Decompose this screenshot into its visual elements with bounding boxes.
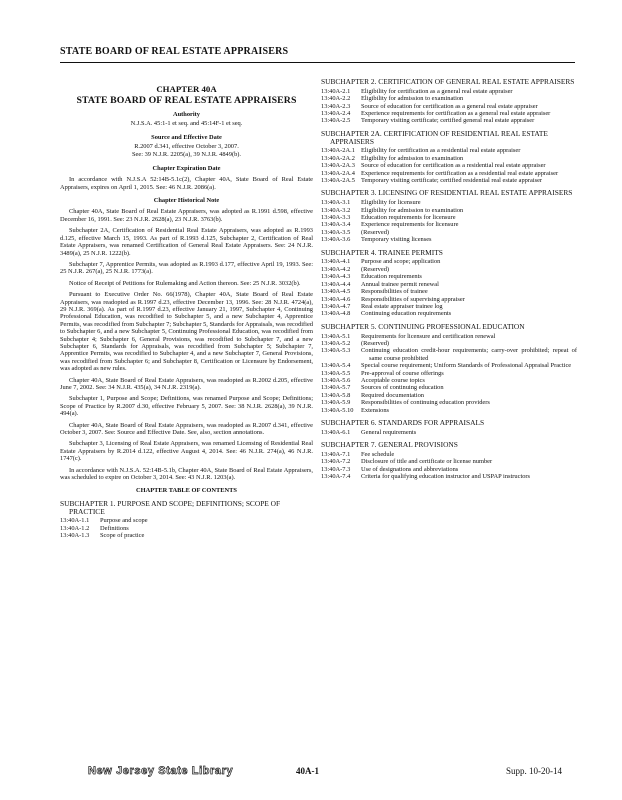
toc-section-row bbox=[321, 214, 577, 221]
chapter-title: STATE BOARD OF REAL ESTATE APPRAISERS bbox=[76, 95, 297, 107]
section-number: 13:40A-2.1 bbox=[321, 87, 351, 95]
section-title: Fee schedule bbox=[361, 451, 395, 458]
toc-section-row bbox=[60, 517, 313, 524]
section-list bbox=[321, 451, 577, 481]
section-number: 13:40A-2.5 bbox=[321, 117, 351, 125]
section-title: Criteria for qualifying education instructor and USPAP instructors bbox=[361, 473, 531, 481]
history-paragraph: Subchapter 2A, Certification of Residential Real Estate Appraisers, was adopted as R.1993 d.125, effective March 15, 1993. As part of R.1993 d.125, Subchapter 2, Certification of Real Estate Appraisers, was renamed Certification of General Real Estate Appraisers. See: 24 N.J.R. 3489(a), 25 N.J.R. 1222(b). bbox=[60, 227, 313, 257]
section-title: Continuing education credit-hour requirements; carry-over prohibited; repeat of same course prohibited bbox=[361, 347, 577, 362]
section-number: 13:40A-2.2 bbox=[321, 95, 351, 103]
section-number: 13:40A-5.3 bbox=[321, 347, 351, 355]
subchapter-heading: SUBCHAPTER 1. PURPOSE AND SCOPE; DEFINITIONS; SCOPE OF PRACTICE bbox=[60, 498, 281, 516]
toc-section-row bbox=[321, 399, 577, 406]
section-list bbox=[321, 258, 577, 317]
section-title: Acceptable course topics bbox=[361, 376, 425, 384]
toc-section-row bbox=[321, 117, 577, 124]
toc-section-row bbox=[321, 288, 577, 295]
chapter-number: CHAPTER 40A bbox=[156, 84, 217, 94]
expiration-heading: Chapter Expiration Date bbox=[152, 164, 221, 172]
section-number: 13:40A-5.6 bbox=[321, 376, 351, 384]
section-number: 13:40A-7.2 bbox=[321, 458, 351, 466]
toc-heading: CHAPTER TABLE OF CONTENTS bbox=[136, 487, 237, 495]
section-title: Real estate appraiser trainee log bbox=[361, 302, 443, 310]
section-number: 13:40A-7.3 bbox=[321, 465, 351, 473]
toc-section-row bbox=[321, 103, 577, 110]
section-title: Disclosure of title and certificate or license number bbox=[361, 458, 493, 466]
history-notes bbox=[60, 208, 313, 481]
toc-section-row bbox=[321, 429, 577, 436]
section-title: Pre-approval of course offerings bbox=[361, 369, 444, 377]
section-number: 13:40A-7.4 bbox=[321, 473, 351, 481]
toc-section-row bbox=[321, 95, 577, 102]
section-number: 13:40A-3.3 bbox=[321, 214, 351, 222]
section-number: 13:40A-7.1 bbox=[321, 451, 351, 458]
toc-section-row bbox=[321, 347, 577, 362]
history-paragraph: Subchapter 7, Apprentice Permits, was adopted as R.1993 d.177, effective April 19, 1993. See: 25 N.J.R. 267(a), 25 N.J.R. 1773(a). bbox=[60, 260, 313, 276]
section-title: Eligibility for admission to examination bbox=[361, 154, 464, 162]
toc-section-row bbox=[60, 532, 313, 539]
section-number: 13:40A-5.4 bbox=[321, 362, 351, 370]
section-title: Purpose and scope bbox=[100, 517, 148, 525]
section-title: Experience requirements for licensure bbox=[361, 221, 459, 229]
expiration-text: In accordance with N.J.S.A 52:14B-5.1c(2), Chapter 40A, State Board of Real Estate Appraisers, expires on April 1, 2015. See: 46 N.J.R. 2086(a). bbox=[60, 176, 313, 191]
toc-section-row bbox=[321, 236, 577, 243]
section-title: Education requirements bbox=[361, 273, 422, 281]
toc-section-row bbox=[60, 525, 313, 532]
section-number: 13:40A-2.4 bbox=[321, 110, 351, 118]
section-number: 13:40A-5.2 bbox=[321, 339, 351, 347]
section-number: 13:40A-4.7 bbox=[321, 302, 351, 310]
subchapter-heading: SUBCHAPTER 4. TRAINEE PERMITS bbox=[321, 247, 443, 257]
section-title: Definitions bbox=[100, 524, 129, 532]
authority-heading: Authority bbox=[173, 110, 200, 118]
section-title: Eligibility for certification as a general real estate appraiser bbox=[361, 87, 513, 95]
toc-section-row bbox=[321, 473, 577, 480]
toc-section-row bbox=[321, 296, 577, 303]
history-paragraph: Chapter 40A, State Board of Real Estate Appraisers, was readopted as R.2007 d.341, effective October 3, 2007. See: Source and Effective Date. See, also, section annotations. bbox=[60, 421, 313, 437]
section-title: (Reserved) bbox=[361, 265, 390, 273]
toc-section-row bbox=[321, 207, 577, 214]
toc-section-row bbox=[321, 155, 577, 162]
toc-section-row bbox=[321, 377, 577, 384]
section-number: 13:40A-2A.2 bbox=[321, 154, 355, 162]
toc-section-row bbox=[321, 229, 577, 236]
section-number: 13:40A-3.2 bbox=[321, 206, 351, 214]
section-number: 13:40A-4.6 bbox=[321, 295, 351, 303]
toc-section-row bbox=[321, 221, 577, 228]
section-list bbox=[321, 147, 577, 184]
left-column bbox=[60, 78, 313, 540]
subchapter-heading: SUBCHAPTER 2. CERTIFICATION OF GENERAL REAL ESTATE APPRAISERS bbox=[321, 77, 575, 86]
toc-section-row bbox=[321, 147, 577, 154]
section-title: Annual trainee permit renewal bbox=[361, 280, 439, 288]
section-title: Temporary visiting certificate; certified general real estate appraiser bbox=[361, 117, 535, 125]
section-title: (Reserved) bbox=[361, 339, 390, 347]
section-number: 13:40A-3.1 bbox=[321, 199, 351, 207]
section-list bbox=[321, 429, 577, 436]
section-number: 13:40A-5.9 bbox=[321, 399, 351, 407]
toc-section-row bbox=[321, 333, 577, 340]
section-number: 13:40A-1.2 bbox=[60, 524, 90, 532]
section-title: Requirements for licensure and certification renewal bbox=[361, 332, 496, 340]
history-paragraph: Chapter 40A, State Board of Real Estate Appraisers, was adopted as R.1991 d.598, effective December 16, 1991. See: 23 N.J.R. 2628(a), 23 N.J.R. 3763(b). bbox=[60, 208, 313, 223]
section-title: Responsibilities of supervising appraiser bbox=[361, 295, 465, 303]
toc-section-row bbox=[321, 384, 577, 391]
section-title: Education requirements for licensure bbox=[361, 214, 456, 222]
section-title: Responsibilities of continuing education providers bbox=[361, 399, 490, 407]
page-number: 40A-1 bbox=[296, 766, 319, 776]
section-number: 13:40A-5.8 bbox=[321, 391, 351, 399]
section-number: 13:40A-3.6 bbox=[321, 236, 351, 244]
section-list bbox=[60, 517, 313, 539]
section-number: 13:40A-4.1 bbox=[321, 258, 351, 266]
history-paragraph: Chapter 40A, State Board of Real Estate Appraisers, was readopted as R.2002 d.205, effective June 7, 2002. See: 34 N.J.R. 435(a), 34 N.J.R. 2319(a). bbox=[60, 376, 313, 391]
toc-section-row bbox=[321, 266, 577, 273]
section-number: 13:40A-2A.4 bbox=[321, 169, 355, 177]
section-title: Source of education for certification as a residential real estate appraiser bbox=[361, 162, 546, 170]
section-title: Scope of practice bbox=[100, 532, 145, 540]
section-number: 13:40A-5.5 bbox=[321, 369, 351, 377]
history-paragraph: Pursuant to Executive Order No. 66(1978), Chapter 40A, State Board of Real Estate Appraisers, was readopted as R.1997 d.23, effective December 13, 1996. See: 28 N.J.R. 4724(a), 29 N.J.R. 369(a). As part of R.1997 d.23, effective January 21, 1997, Subchapter 4, Continuing Professional Education, was recodified to Subchapter 5, and a new Subchapter 4, Apprentice Permits, was recodified from Subchapter 7; Subchapter 5, Standards for Appraisals, was recodified to Subchapter 6, and a new Subchapter 5, Continuing Professional Education, was recodified from Subchapter 4; Subchapter 6, General Provisions, was recodified to Subchapter 7, and a new Subchapter 6, Standards for Appraisals, was recodified from Subchapter 5; Subchapter 7, Apprentice Permits, was recodified to Subchapter 4, and a new Subchapter 7, General Provisions, was recodified from Subchapter 6; and Subchapter 8, Certification or Licensure by Endorsement, was adopted as new rules. bbox=[60, 291, 313, 373]
toc-section-row bbox=[321, 370, 577, 377]
section-number: 13:40A-3.4 bbox=[321, 221, 351, 229]
section-number: 13:40A-2A.3 bbox=[321, 162, 355, 170]
right-column bbox=[321, 78, 577, 481]
toc-section-row bbox=[321, 177, 577, 184]
history-paragraph: Subchapter 1, Purpose and Scope; Definitions, was renamed Purpose and Scope; Definitions; Scope of Practice by R.2007 d.30, effective February 5, 2007. See: 38 N.J.R. 2628(a), 39 N.J.R. 494(a). bbox=[60, 395, 313, 418]
subchapter-heading: SUBCHAPTER 2A. CERTIFICATION OF RESIDENTIAL REAL ESTATE APPRAISERS bbox=[321, 128, 548, 146]
section-list bbox=[321, 199, 577, 243]
section-number: 13:40A-4.2 bbox=[321, 265, 351, 273]
authority-text: N.J.S.A. 45:1-1 et seq. and 45:14F-1 et seq. bbox=[130, 120, 243, 128]
section-number: 13:40A-5.7 bbox=[321, 384, 351, 392]
toc-section-row bbox=[321, 273, 577, 280]
toc-section-row bbox=[321, 310, 577, 317]
section-number: 13:40A-5.10 bbox=[321, 406, 354, 414]
library-stamp: New Jersey State Library bbox=[88, 765, 234, 777]
section-title: Purpose and scope; application bbox=[361, 258, 441, 266]
section-title: Temporary visiting certificate; certified residential real estate appraiser bbox=[361, 177, 543, 185]
section-title: Eligibility for admission to examination bbox=[361, 95, 464, 103]
source-line: R.2007 d.341, effective October 3, 2007. bbox=[134, 143, 239, 151]
section-number: 13:40A-5.1 bbox=[321, 332, 351, 340]
toc-section-row bbox=[321, 392, 577, 399]
subchapter-heading: SUBCHAPTER 7. GENERAL PROVISIONS bbox=[321, 440, 458, 450]
section-number: 13:40A-1.1 bbox=[60, 517, 90, 525]
source-heading: Source and Effective Date bbox=[151, 133, 222, 141]
section-title: Eligibility for licensure bbox=[361, 199, 421, 207]
running-header: STATE BOARD OF REAL ESTATE APPRAISERS bbox=[60, 46, 289, 57]
toc-section-row bbox=[321, 407, 577, 414]
toc-section-row bbox=[321, 303, 577, 310]
section-title: Experience requirements for certification as a general real estate appraiser bbox=[361, 110, 551, 118]
toc-section-row bbox=[321, 362, 577, 369]
section-number: 13:40A-3.5 bbox=[321, 228, 351, 236]
toc-section-row bbox=[321, 110, 577, 117]
section-title: Temporary visiting licenses bbox=[361, 236, 432, 244]
toc-section-row bbox=[321, 258, 577, 265]
section-title: Eligibility for certification as a residential real estate appraiser bbox=[361, 147, 521, 155]
section-number: 13:40A-2.3 bbox=[321, 102, 351, 110]
toc-section-row bbox=[321, 451, 577, 458]
toc-section-row bbox=[321, 88, 577, 95]
page-footer bbox=[0, 765, 622, 781]
section-title: General requirements bbox=[361, 428, 417, 436]
section-number: 13:40A-2A.1 bbox=[321, 147, 355, 155]
toc-section-row bbox=[321, 281, 577, 288]
section-number: 13:40A-1.3 bbox=[60, 532, 90, 540]
section-list bbox=[321, 333, 577, 414]
section-list bbox=[321, 88, 577, 125]
section-title: Continuing education requirements bbox=[361, 310, 452, 318]
section-title: Use of designations and abbreviations bbox=[361, 465, 459, 473]
section-title: Source of education for certification as a general real estate appraiser bbox=[361, 102, 538, 110]
section-title: Extensions bbox=[361, 406, 390, 414]
section-title: Responsibilities of trainee bbox=[361, 288, 428, 296]
section-number: 13:40A-4.4 bbox=[321, 280, 351, 288]
section-title: Eligibility for admission to examination bbox=[361, 206, 464, 214]
header-rule bbox=[60, 62, 575, 63]
section-title: Required documentation bbox=[361, 391, 425, 399]
toc-section-row bbox=[321, 340, 577, 347]
history-paragraph: In accordance with N.J.S.A. 52:14B-5.1b, Chapter 40A, State Board of Real Estate Appraisers, was scheduled to expire on October 3, 2014. See: 43 N.J.R. 1203(a). bbox=[60, 466, 313, 482]
history-heading: Chapter Historical Note bbox=[153, 197, 220, 205]
section-number: 13:40A-4.8 bbox=[321, 310, 351, 318]
toc-section-row bbox=[321, 466, 577, 473]
toc-section-row bbox=[321, 199, 577, 206]
supplement-date: Supp. 10-20-14 bbox=[506, 766, 562, 776]
history-paragraph: Notice of Receipt of Petitions for Rulemaking and Action thereon. See: 25 N.J.R. 3032(b). bbox=[69, 279, 301, 287]
section-number: 13:40A-6.1 bbox=[321, 428, 351, 436]
section-number: 13:40A-4.5 bbox=[321, 288, 351, 296]
history-paragraph: Subchapter 3, Licensing of Real Estate Appraisers, was renamed Licensing of Residential Real Estate Appraisers by R.2014 d.122, effective August 4, 2014. See: 46 N.J.R. 274(a), 46 N.J.R. 1747(c). bbox=[60, 440, 313, 463]
toc-section-row bbox=[321, 458, 577, 465]
section-number: 13:40A-2A.5 bbox=[321, 177, 355, 185]
section-title: (Reserved) bbox=[361, 228, 390, 236]
source-line: See: 39 N.J.R. 2205(a), 39 N.J.R. 4849(b). bbox=[132, 151, 241, 159]
section-title: Special course requirement; Uniform Standards of Professional Appraisal Practice bbox=[361, 362, 572, 370]
section-number: 13:40A-4.3 bbox=[321, 273, 351, 281]
toc-section-row bbox=[321, 162, 577, 169]
section-title: Experience requirements for certification as a residential real estate appraiser bbox=[361, 169, 559, 177]
section-title: Sources of continuing education bbox=[361, 384, 444, 392]
toc-section-row bbox=[321, 170, 577, 177]
subchapter-heading: SUBCHAPTER 3. LICENSING OF RESIDENTIAL REAL ESTATE APPRAISERS bbox=[321, 188, 573, 198]
subchapter-heading: SUBCHAPTER 6. STANDARDS FOR APPRAISALS bbox=[321, 418, 485, 427]
subchapter-heading: SUBCHAPTER 5. CONTINUING PROFESSIONAL EDUCATION bbox=[321, 321, 525, 331]
